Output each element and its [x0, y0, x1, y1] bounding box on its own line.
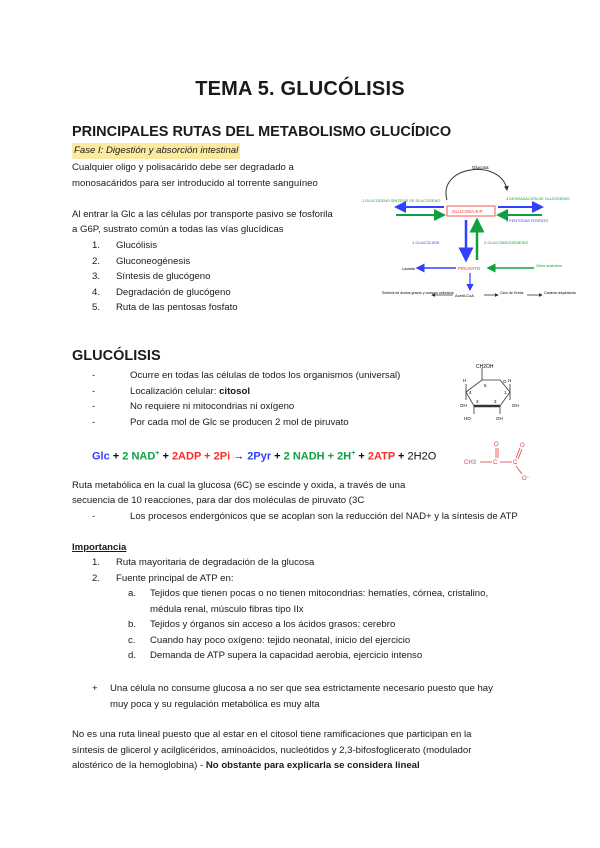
glucose-ch2oh: CH2OH [476, 364, 494, 370]
diagram-right-top: 4 DEGRADACIÓN DE GLUCÓGENO [506, 197, 570, 201]
diagram-glucolisis: 1 GLUCÓLISIS [412, 240, 440, 245]
bullet-item: - Por cada mol de Glc se producen 2 mol de piruvato [92, 416, 349, 428]
phase-line [72, 143, 240, 159]
route-item: 4. Degradación de glucógeno [92, 286, 231, 298]
subitem: b. Tejidos y órganos sin acceso a los ácidos grasos: cerebro [128, 619, 396, 631]
diagram-acetil: Acetil-CoA [455, 293, 474, 298]
diagram-otros: Otros sustratos [536, 264, 562, 268]
glucose-curve-arrow [446, 169, 507, 200]
subitem: a. Tejidos que tienen pocas o no tienen mitocondrias: hematíes, córnea, cristalino, [128, 588, 489, 599]
diagram-left-top: 1 GLUCÓGENO SÍNTESIS DE GLUCÓGENO [362, 199, 441, 203]
subitem-cont: médula renal, músculo fibras tipo IIx [150, 603, 304, 615]
glucose-h-right: H [508, 378, 512, 383]
desc-line1: Ruta metabólica en la cual la glucosa (6C) se escinde y oxida, a través de una [72, 480, 406, 491]
glucose-ho: HO [464, 416, 471, 421]
bullet-item: - No requiere ni mitocondrias ni oxígeno [92, 401, 295, 413]
diagram-ciclo: Ciclo de Krebs [500, 291, 524, 295]
glycolysis-bullets [92, 368, 400, 430]
section-heading-glucolisis: GLUCÓLISIS [72, 348, 161, 364]
pyruvate-structure [462, 438, 542, 482]
glucose-c5: 5 [484, 383, 487, 388]
routes-list [92, 238, 238, 316]
importancia-list [92, 555, 314, 586]
importancia-sublist [128, 586, 488, 664]
glucose-oh-right: OH [512, 403, 519, 408]
metabolism-diagram [362, 160, 582, 310]
diagram-bottom-left: Síntesis de ácidos grasos y cuerpos cetónicos [382, 291, 454, 295]
para1-line2: monosacáridos para ser introducido al torrente sanguíneo [72, 178, 318, 189]
glucose-oh-left: OH [460, 403, 467, 408]
page-title: TEMA 5. GLUCÓLISIS [195, 78, 405, 100]
route-item: 5. Ruta de las pentosas fosfato [92, 302, 238, 314]
glucose-structure [452, 362, 542, 432]
subitem: d. Demanda de ATP supera la capacidad aerobia, ejercicio intenso [128, 650, 423, 662]
diagram-lactato: Lactato [402, 266, 416, 271]
eq-nad: 2 NAD [122, 450, 156, 463]
desc-bullet: - Los procesos endergónicos que se acoplan son la reducción del NAD+ y la síntesis de ATP [92, 511, 518, 522]
importancia-item: 2. Fuente principal de ATP en: [92, 572, 234, 584]
glucose-oh-bottom: OH [496, 416, 503, 421]
pyruvate-o1: O [494, 442, 499, 448]
route-item: 3. Síntesis de glucógeno [92, 271, 211, 283]
glucose-h-top: H [463, 378, 467, 383]
eq-glc: Glc [92, 450, 110, 463]
bullet-item: - Localización celular: citosol [92, 385, 250, 397]
glucose-c1: 1 [504, 390, 507, 395]
diagram-gluconeo: 2 GLUCONEOGÉNESIS [484, 240, 529, 245]
phase-highlight: Fase I: Digestión y absorción intestinal [72, 143, 240, 159]
importancia-heading: Importancia [72, 542, 127, 553]
pyruvate-o2: O [520, 443, 525, 449]
glycolysis-equation: Glc + 2 NAD+ + 2ADP + 2Pi → 2Pyr + 2 NADH + 2H+ + 2ATP + 2H2O [92, 450, 437, 463]
eq-h2o: 2H2O [407, 450, 437, 463]
route-item: 2. Gluconeogénesis [92, 255, 191, 267]
eq-adp: 2ADP + 2Pi [171, 450, 231, 463]
pyruvate-c2: C [513, 460, 518, 466]
pyruvate-c1: C [493, 460, 498, 466]
eq-nadh: 2 NADH + 2H [283, 450, 352, 463]
para1-line1: Cualquier oligo y polisacárido debe ser degradado a [72, 162, 294, 173]
para2-line2: a G6P, sustrato común a todas las vías glucídicas [72, 224, 284, 235]
importancia-item: 1. Ruta mayoritaria de degradación de la glucosa [92, 557, 315, 568]
eq-atp: 2ATP [367, 450, 395, 463]
glucose-c3: 3 [476, 399, 479, 404]
subitem: c. Cuando hay poco oxígeno: tejido neonatal, inicio del ejercicio [128, 634, 411, 646]
diagram-cadena: Cadena respiratoria [544, 291, 576, 295]
glucose-c2: 2 [494, 399, 497, 404]
final-paragraph: No es una ruta lineal puesto que al estar en el citosol tiene ramificaciones que participan en la síntesis de glicerol y acilglicéridos, aminoácidos, nucleótidos y 2,3-bifosfoglicerato (modulador alostérico de la hemoglobina) - No obstante para explicarla se considera lineal [72, 729, 472, 772]
diagram-pentosas: 5 PENTOSAS FOSFATO [506, 219, 549, 223]
diagram-piruvato: PIRUVATO [458, 266, 481, 271]
pyruvate-o-minus: O⁻ [522, 476, 530, 482]
diagram-g6p: GLUCOSA-6-P [452, 209, 483, 214]
desc-line2: secuencia de 10 reacciones, para dar dos moléculas de piruvato (3C [72, 495, 365, 506]
plus-note: + Una célula no consume glucosa a no ser que sea estrictamente necesario puesto que hay muy poca y su regulación metabólica es muy alta [92, 683, 493, 710]
diagram-glucosa: Glucosa [472, 165, 489, 170]
pyruvate-ch3: CH3 [464, 460, 477, 466]
section-heading-rutas: PRINCIPALES RUTAS DEL METABOLISMO GLUCÍDICO [72, 124, 452, 140]
route-item: 1. Glucólisis [92, 240, 158, 251]
glucose-o: O [503, 379, 507, 384]
bullet-item: - Ocurre en todas las células de todos los organismos (universal) [92, 370, 401, 381]
glucose-c4: 4 [469, 390, 472, 395]
eq-pyr: 2Pyr [247, 450, 272, 463]
para2-line1: Al entrar la Glc a las células por transporte pasivo se fosforila [72, 209, 333, 220]
